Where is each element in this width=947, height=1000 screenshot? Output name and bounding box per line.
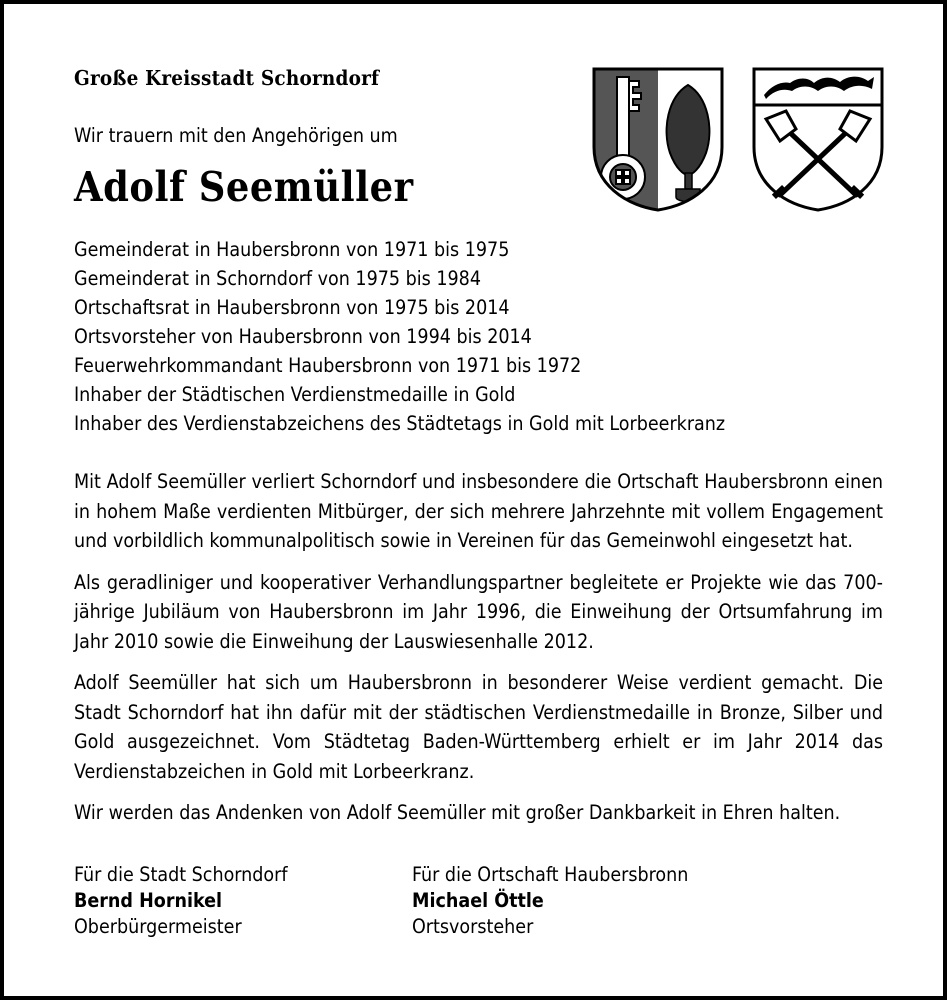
list-item: Feuerwehrkommandant Haubersbronn von 1971 bis 1972 <box>74 354 582 377</box>
paragraph: Wir werden das Andenken von Adolf Seemüller mit großer Dankbarkeit in Ehren halten. <box>74 801 841 824</box>
signature-city <box>74 862 288 940</box>
antlers-and-crossed-spades-coat-of-arms-icon <box>752 67 884 216</box>
signature-district <box>412 862 688 940</box>
paragraph: Adolf Seemüller hat sich um Haubersbronn in besonderer Weise verdient gemacht. Die Stadt Schorndorf hat ihn dafür mit der städtischen Verdienstmedaille in Bronze, Silber und Gold ausgezeichnet. Vom Städtetag Baden-Württemberg erhielt er im Jahr 2014 das Verdienstabzeichen in Gold mit Lorbeerkranz. <box>74 671 883 783</box>
organization-heading: Große Kreisstadt Schorndorf <box>74 66 380 90</box>
key-and-spade-coat-of-arms-icon <box>592 67 724 216</box>
paragraph: Als geradliniger und kooperativer Verhandlungspartner begleitete er Projekte wie das 700-jährige Jubiläum von Haubersbronn im Jahr 1996, die Einweihung der Ortsumfahrung im Jahr 2010 sowie die Einweihung der Lauswiesenhalle 2012. <box>74 570 883 653</box>
list-item: Inhaber des Verdienstabzeichens des Städtetags in Gold mit Lorbeerkranz <box>74 412 726 435</box>
intro-line: Wir trauern mit den Angehörigen um <box>74 124 398 147</box>
list-item: Gemeinderat in Schorndorf von 1975 bis 1984 <box>74 267 481 290</box>
list-item: Ortsvorsteher von Haubersbronn von 1994 bis 2014 <box>74 325 532 348</box>
signatory-name: Bernd Hornikel <box>74 889 223 912</box>
roles-list <box>74 235 725 438</box>
deceased-name: Adolf Seemüller <box>74 163 414 211</box>
list-item: Ortschaftsrat in Haubersbronn von 1975 bis 2014 <box>74 296 510 319</box>
signatory-title: Ortsvorsteher <box>412 915 534 938</box>
paragraph: Mit Adolf Seemüller verliert Schorndorf und insbesondere die Ortschaft Haubersbronn einen in hohem Maße verdienten Mitbürger, der sich mehrere Jahrzehnte mit vollem Engagement und vorbildlich kommunalpolitisch sowie in Vereinen für das Gemeinwohl eingesetzt hat. <box>74 470 883 552</box>
list-item: Gemeinderat in Haubersbronn von 1971 bis 1975 <box>74 238 510 261</box>
list-item: Inhaber der Städtischen Verdienstmedaille in Gold <box>74 383 516 406</box>
signature-on-behalf: Für die Stadt Schorndorf <box>74 863 288 886</box>
signature-on-behalf: Für die Ortschaft Haubersbronn <box>412 863 689 886</box>
signatory-name: Michael Öttle <box>412 889 544 912</box>
obituary-text <box>74 467 883 840</box>
signatory-title: Oberbürgermeister <box>74 915 242 938</box>
